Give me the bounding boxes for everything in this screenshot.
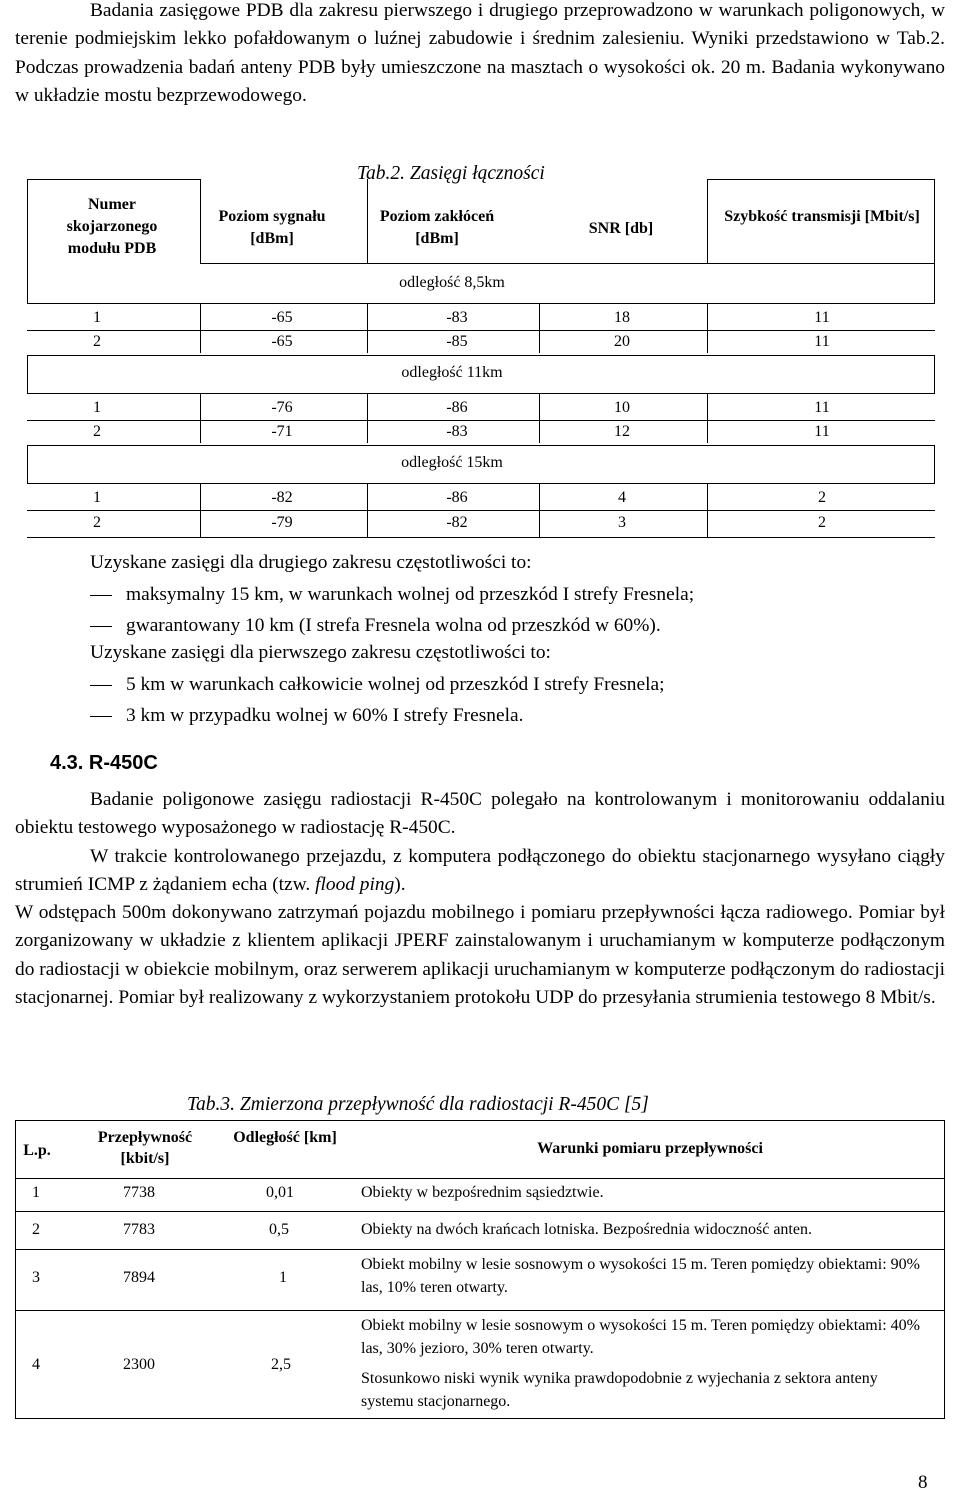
table2-header-snr: SNR [db]	[588, 220, 654, 237]
r450-paragraph-1: Badanie poligonowe zasięgu radiostacji R-450C polegało na kontrolowanym i monitorowaniu oddalaniu obiektu testowego wyposażonego w radiostację R-450C.	[15, 789, 945, 839]
range1-list	[90, 670, 664, 731]
table2-header-signal: Poziom sygnału [dBm]	[218, 208, 326, 247]
list-item: 3 km w przypadku wolnej w 60% I strefy Fresnela.	[90, 701, 664, 732]
table3-header-conditions: Warunki pomiaru przepływności	[537, 1140, 763, 1157]
page-number: 8	[918, 1472, 928, 1493]
table2-distance-3: odległość 15km	[401, 454, 503, 471]
table3-caption: Tab.3. Zmierzona przepływność dla radiostacji R-450C [5]	[187, 1094, 649, 1115]
table3-header-throughput: Przepływność [kbit/s]	[97, 1129, 193, 1167]
section-heading: 4.3. R-450C	[50, 752, 158, 774]
range2-intro: Uzyskane zasięgi dla drugiego zakresu częstotliwości to:	[90, 552, 532, 573]
list-item: maksymalny 15 km, w warunkach wolnej od przeszkód I strefy Fresnela;	[90, 580, 694, 611]
list-item: gwarantowany 10 km (I strefa Fresnela wolna od przeszkód w 60%).	[90, 611, 694, 642]
range2-list	[90, 580, 694, 641]
table3-header-lp: L.p.	[23, 1142, 51, 1159]
table2-distance-2: odległość 11km	[401, 364, 503, 381]
table3-header-distance: Odległość [km]	[233, 1129, 337, 1146]
range1-intro: Uzyskane zasięgi dla pierwszego zakresu częstotliwości to:	[90, 642, 551, 663]
table2-header-module: Numer skojarzonego modułu PDB	[66, 196, 158, 257]
table3: L.p. Przepływność [kbit/s] Odległość [km] Warunki pomiaru przepływności 1 7738 0,01 Obiekty w bezpośrednim sąsiedztwie. 2 7783 0,5 Obiekty na dwóch krańcach lotniska. Bezpośrednia widoczność anten. 3 7894 1 Obiekt mobilny w lesie sosnowym o wysokości 15 m. Teren pomiędzy obiektami: 90% las, 10% teren otwarty. 4 2300 2,5 Obiekt mobilny w lesie sosnowym o wysokości 15 m. Teren pomiędzy obiektami: 40% las, 30% jezioro, 30% teren otwarty. Stosunkowo niski wynik wynika prawdopodobnie z wyjechania z sektora anteny systemu stacjonarnego.	[15, 1120, 945, 1430]
table2-caption: Tab.2. Zasięgi łączności	[357, 163, 545, 184]
table2: Numer skojarzonego modułu PDB Poziom sygnału [dBm] Poziom zakłóceń [dBm] SNR [db] Szybkość transmisji [Mbit/s] odległość 8,5km 1 -65 -83 18 11 2 -65 -85 20 11 odległość 11km 1 -76 -86 10 11 2 -71 -83 12 11 odległość 15km 1 -82 -86 4 2 2 -79 -82 3 2	[27, 163, 935, 541]
r450-paragraph-2: W trakcie kontrolowanego przejazdu, z komputera podłączonego do obiektu stacjonarnego wysyłano ciągły strumień ICMP z żądaniem echa (tzw. flood ping).	[15, 846, 945, 896]
table2-header-speed: Szybkość transmisji [Mbit/s]	[724, 208, 920, 225]
r450-paragraph-3: W odstępach 500m dokonywano zatrzymań pojazdu mobilnego i pomiaru przepływności łącza radiowego. Pomiar był zorganizowany w układzie z klientem aplikacji JPERF zainstalowanym i uruchamianym w komputerze podłączonym do radiostacji w obiekcie mobilnym, oraz serwerem aplikacji uruchamianym w komputerze podłączonym do radiostacji stacjonarnej. Pomiar był realizowany z wykorzystaniem protokołu UDP do przesyłania strumienia testowego 8 Mbit/s.	[15, 902, 945, 1009]
table2-distance-1: odległość 8,5km	[399, 274, 505, 291]
intro-paragraph: Badania zasięgowe PDB dla zakresu pierwszego i drugiego przeprowadzono w warunkach poligonowych, w terenie podmiejskim lekko pofałdowanym o luźnej zabudowie i średnim zalesieniu. Wyniki przedstawiono w Tab.2. Podczas prowadzenia badań anteny PDB były umieszczone na masztach o wysokości ok. 20 m. Badania wykonywano w układzie mostu bezprzewodowego.	[15, 0, 945, 107]
table2-header-noise: Poziom zakłóceń [dBm]	[379, 208, 495, 247]
list-item: 5 km w warunkach całkowicie wolnej od przeszkód I strefy Fresnela;	[90, 670, 664, 701]
